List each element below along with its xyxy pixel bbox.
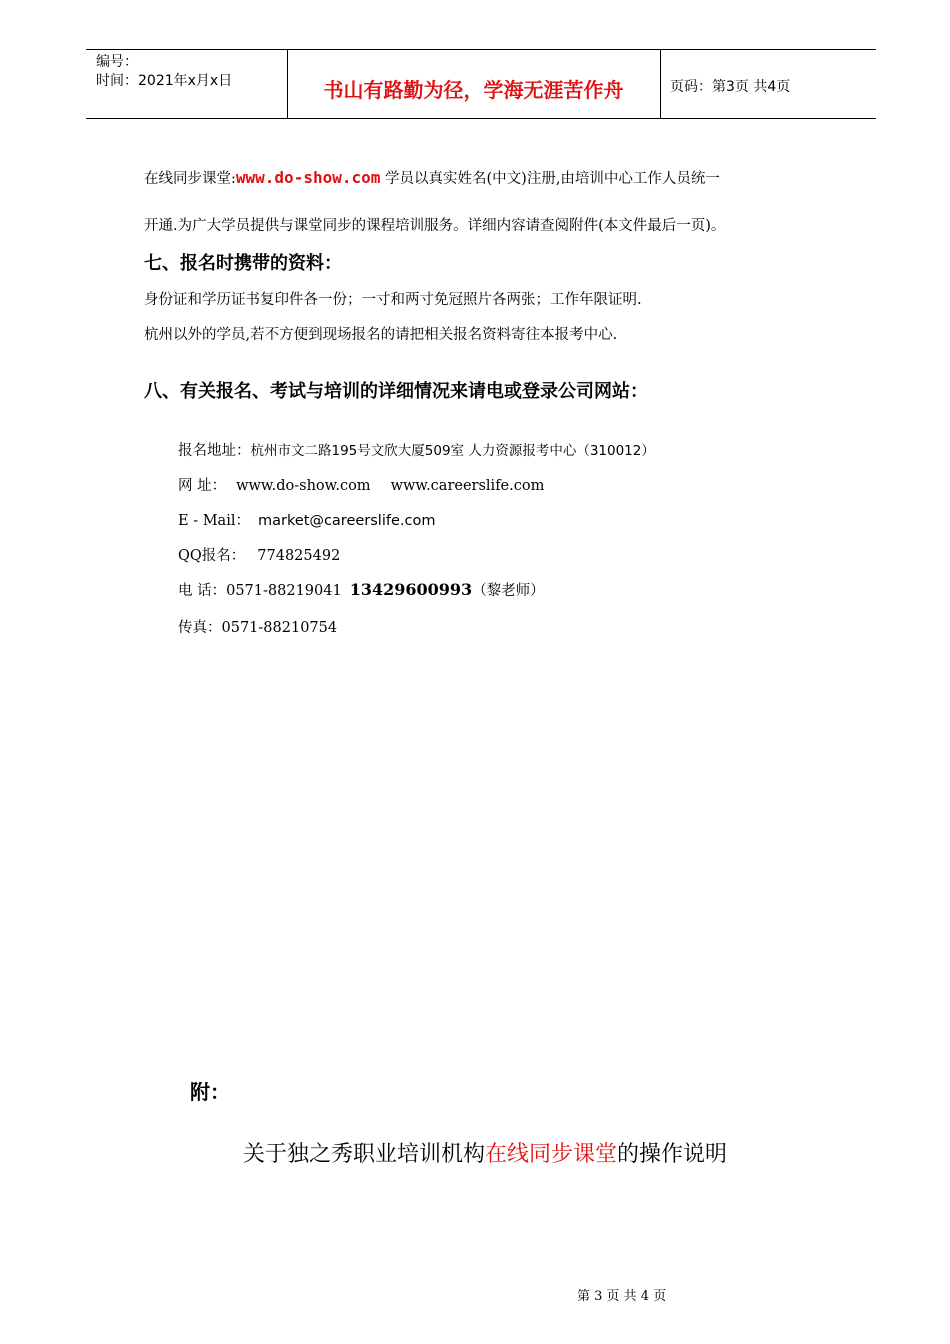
intro-line-1 [144,167,720,188]
document-time-label: 时间：2021年x月x日 [96,73,233,89]
fax-row: 传真：0571-88210754 [178,620,338,636]
header-meta [96,53,232,91]
phone-contact-person: （黎老师） [472,583,545,599]
address-value: 杭州市文二路195号文欣大厦509室 人力资源报考中心（310012） [250,443,655,459]
section-7-line-1: 身份证和学历证书复印件各一份；一寸和两寸免冠照片各两张；工作年限证明. [144,292,642,308]
intro-suffix: 学员以真实姓名(中文)注册,由培训中心工作人员统一 [380,171,720,187]
section-7-line-2: 杭州以外的学员,若不方便到现场报名的请把相关报名资料寄往本报考中心. [144,327,618,343]
email-row [178,509,435,530]
address-row [178,439,655,460]
website-row [178,474,544,495]
header-page-info: 页码：第3页 共4页 [670,79,791,95]
appendix-title-highlight: 在线同步课堂 [485,1142,618,1167]
page-footer-number: 第 3 页 共 4 页 [577,1289,667,1304]
intro-prefix: 在线同步课堂: [144,171,236,187]
appendix-title [243,1137,727,1168]
section-8-heading: 八、有关报名、考试与培训的详细情况来请电或登录公司网站： [144,381,648,402]
qq-row [178,544,340,565]
header-motto: 书山有路勤为径，学海无涯苦作舟 [323,78,624,102]
website-link-2[interactable]: www.careerslife.com [390,478,545,494]
website-link-1[interactable]: www.do-show.com [236,478,371,494]
appendix-title-suffix: 的操作说明 [617,1142,728,1167]
intro-line-2: 开通.为广大学员提供与课堂同步的课程培训服务。详细内容请查阅附件(本文件最后一页)。 [144,218,726,234]
page-header [86,49,876,119]
qq-value: 774825492 [257,548,341,564]
appendix-title-prefix: 关于独之秀职业培训机构 [243,1142,486,1167]
phone-label: 电 话：0571-88219041 [178,583,342,599]
email-label: E - Mail： [178,513,250,529]
address-label: 报名地址： [178,443,251,459]
online-class-link[interactable]: www.do-show.com [235,168,381,187]
mobile-number: 13429600993 [349,580,473,599]
email-link[interactable]: market@careerslife.com [257,513,436,529]
phone-row [178,579,545,600]
appendix-label: 附： [190,1080,230,1104]
qq-label: QQ报名： [178,548,246,564]
website-label: 网 址： [178,478,227,494]
header-divider [660,50,661,118]
document-number-label: 编号： [96,54,138,70]
section-7-heading: 七、报名时携带的资料： [144,253,342,274]
